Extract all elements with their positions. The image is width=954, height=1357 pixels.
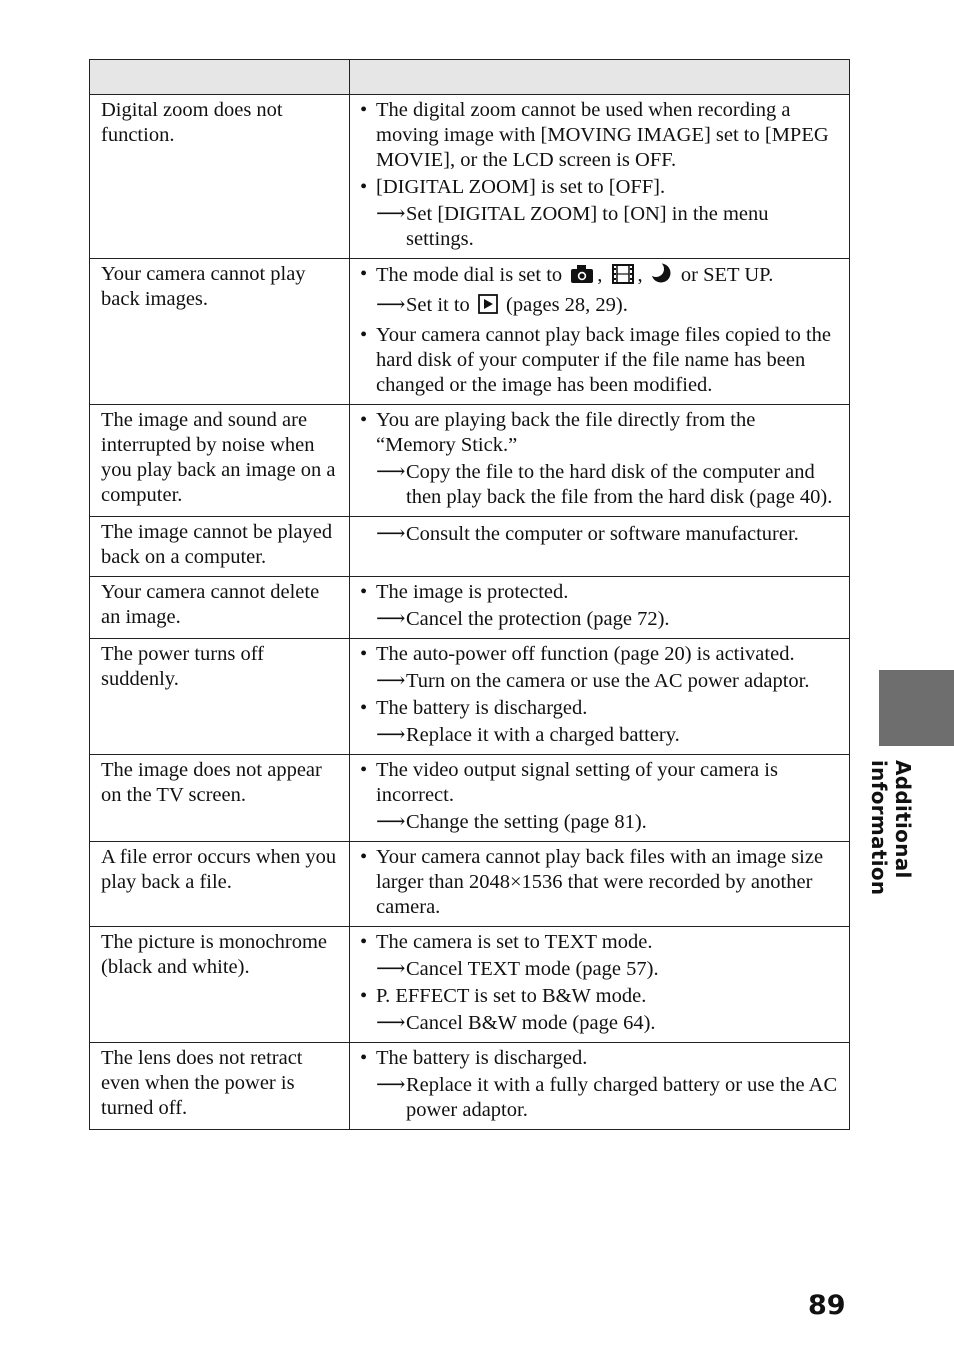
symptom-text: The image and sound are interrupted by noise when you play back an image on a computer.	[101, 409, 336, 506]
cause-solution-cell	[350, 577, 850, 639]
symptom-text: Digital zoom does not function.	[101, 99, 283, 146]
arrow-item	[360, 202, 839, 252]
arrow-glyph: ⟶	[376, 523, 406, 545]
camera-icon	[570, 264, 594, 291]
symptom-cell	[90, 927, 350, 1043]
bullet-item	[360, 98, 839, 173]
arrow-glyph: ⟶	[376, 724, 406, 746]
solution-text: Change the setting (page 81).	[406, 811, 647, 833]
symptom-text: Your camera cannot delete an image.	[101, 581, 320, 628]
twilight-icon	[651, 262, 673, 291]
symptom-text: The lens does not retract even when the power is turned off.	[101, 1047, 303, 1119]
cause-text: The camera is set to TEXT mode.	[376, 931, 653, 953]
symptom-text: Your camera cannot play back images.	[101, 263, 306, 310]
cause-text: The auto-power off function (page 20) is activated.	[376, 643, 795, 665]
symptom-text: The power turns off suddenly.	[101, 643, 265, 690]
mode-dial-text: The mode dial is set to	[376, 264, 563, 286]
arrow-glyph: ⟶	[376, 1012, 406, 1034]
table-row	[90, 927, 850, 1043]
symptom-cell	[90, 755, 350, 842]
bullet-glyph: •	[360, 99, 368, 121]
solution-text: Cancel B&W mode (page 64).	[406, 1012, 656, 1034]
bullet-glyph: •	[360, 985, 368, 1007]
comma: ,	[637, 264, 643, 286]
solution-text: Set [DIGITAL ZOOM] to [ON] in the menu settings.	[406, 203, 769, 250]
playback-icon	[478, 294, 498, 321]
symptom-cell	[90, 639, 350, 755]
movie-icon	[611, 264, 635, 291]
set-it-text: Set it to	[406, 294, 470, 316]
bullet-glyph: •	[360, 409, 368, 431]
cause-solution-cell	[350, 755, 850, 842]
bullet-glyph: •	[360, 581, 368, 603]
arrow-glyph: ⟶	[376, 294, 406, 316]
bullet-item	[360, 262, 839, 291]
symptom-text: A file error occurs when you play back a file.	[101, 846, 337, 893]
table-row	[90, 639, 850, 755]
troubleshooting-table	[89, 59, 850, 1130]
bullet-glyph: •	[360, 931, 368, 953]
cause-solution-cell	[350, 405, 850, 517]
table-body	[90, 95, 850, 1130]
table-row	[90, 405, 850, 517]
arrow-glyph: ⟶	[376, 461, 406, 483]
header-cell-symptom	[90, 60, 350, 95]
cause-solution-cell	[350, 639, 850, 755]
bullet-glyph: •	[360, 324, 368, 346]
symptom-cell	[90, 405, 350, 517]
arrow-item	[360, 293, 839, 321]
cause-solution-cell	[350, 1043, 850, 1130]
symptom-cell	[90, 1043, 350, 1130]
bullet-item	[360, 845, 839, 920]
arrow-glyph: ⟶	[376, 203, 406, 225]
bullet-item	[360, 642, 839, 667]
table-row	[90, 842, 850, 927]
bullet-item	[360, 408, 839, 458]
bullet-glyph: •	[360, 176, 368, 198]
cause-solution-cell	[350, 259, 850, 405]
arrow-glyph: ⟶	[376, 811, 406, 833]
symptom-text: The image does not appear on the TV screen.	[101, 759, 322, 806]
bullet-glyph: •	[360, 846, 368, 868]
symptom-cell	[90, 95, 350, 259]
comma: ,	[597, 264, 603, 286]
bullet-item	[360, 580, 839, 605]
bullet-glyph: •	[360, 643, 368, 665]
table-row	[90, 259, 850, 405]
symptom-cell	[90, 577, 350, 639]
set-up-text: or SET UP.	[680, 264, 774, 286]
cause-text: Your camera cannot play back image files copied to the hard disk of your computer if the file name has been changed or the image has been modified.	[376, 324, 832, 396]
arrow-item	[360, 669, 839, 694]
table-row	[90, 577, 850, 639]
page-number: 89	[808, 1290, 846, 1321]
solution-text: Replace it with a charged battery.	[406, 724, 680, 746]
cause-solution-cell	[350, 927, 850, 1043]
arrow-item	[360, 460, 839, 510]
arrow-item	[360, 957, 839, 982]
table-row	[90, 517, 850, 577]
cause-text: [DIGITAL ZOOM] is set to [OFF].	[376, 176, 666, 198]
symptom-cell	[90, 259, 350, 405]
bullet-item	[360, 758, 839, 808]
bullet-item	[360, 175, 839, 200]
solution-text: Copy the file to the hard disk of the computer and then play back the file from the hard disk (page 40).	[406, 461, 833, 508]
solution-text: Consult the computer or software manufacturer.	[406, 523, 799, 545]
pages-text: (pages 28, 29).	[506, 294, 628, 316]
table-header-row	[90, 60, 850, 95]
bullet-glyph: •	[360, 1047, 368, 1069]
arrow-item	[360, 810, 839, 835]
bullet-item	[360, 930, 839, 955]
table-row	[90, 95, 850, 259]
cause-text: The battery is discharged.	[376, 697, 588, 719]
cause-text: You are playing back the file directly from the “Memory Stick.”	[376, 409, 756, 456]
cause-solution-cell	[350, 95, 850, 259]
section-tab	[879, 670, 954, 746]
bullet-item	[360, 1046, 839, 1071]
bullet-glyph: •	[360, 263, 368, 285]
cause-solution-cell	[350, 842, 850, 927]
arrow-item	[360, 522, 839, 547]
bullet-glyph: •	[360, 759, 368, 781]
arrow-item	[360, 607, 839, 632]
symptom-text: The picture is monochrome (black and white).	[101, 931, 328, 978]
header-cell-cause	[350, 60, 850, 95]
table-row	[90, 755, 850, 842]
symptom-cell	[90, 842, 350, 927]
cause-text: The digital zoom cannot be used when recording a moving image with [MOVING IMAGE] set to [MPEG MOVIE], or the LCD screen is OFF.	[376, 99, 829, 171]
table-row	[90, 1043, 850, 1130]
solution-text: Cancel TEXT mode (page 57).	[406, 958, 659, 980]
arrow-glyph: ⟶	[376, 608, 406, 630]
bullet-item	[360, 696, 839, 721]
cause-text: The video output signal setting of your camera is incorrect.	[376, 759, 778, 806]
bullet-item	[360, 984, 839, 1009]
bullet-item	[360, 323, 839, 398]
arrow-glyph: ⟶	[376, 1074, 406, 1096]
solution-text: Replace it with a fully charged battery or use the AC power adaptor.	[406, 1074, 838, 1121]
solution-text: Turn on the camera or use the AC power adaptor.	[406, 670, 810, 692]
cause-text: Your camera cannot play back files with an image size larger than 2048×1536 that were recorded by another camera.	[376, 846, 824, 918]
arrow-glyph: ⟶	[376, 958, 406, 980]
symptom-text: The image cannot be played back on a computer.	[101, 521, 333, 568]
cause-text: The battery is discharged.	[376, 1047, 588, 1069]
arrow-glyph: ⟶	[376, 670, 406, 692]
arrow-item	[360, 1073, 839, 1123]
cause-text: The image is protected.	[376, 581, 569, 603]
solution-text: Cancel the protection (page 72).	[406, 608, 670, 630]
bullet-glyph: •	[360, 697, 368, 719]
arrow-item	[360, 723, 839, 748]
symptom-cell	[90, 517, 350, 577]
cause-solution-cell	[350, 517, 850, 577]
cause-text: P. EFFECT is set to B&W mode.	[376, 985, 647, 1007]
section-label: Additional information	[867, 760, 915, 896]
arrow-item	[360, 1011, 839, 1036]
